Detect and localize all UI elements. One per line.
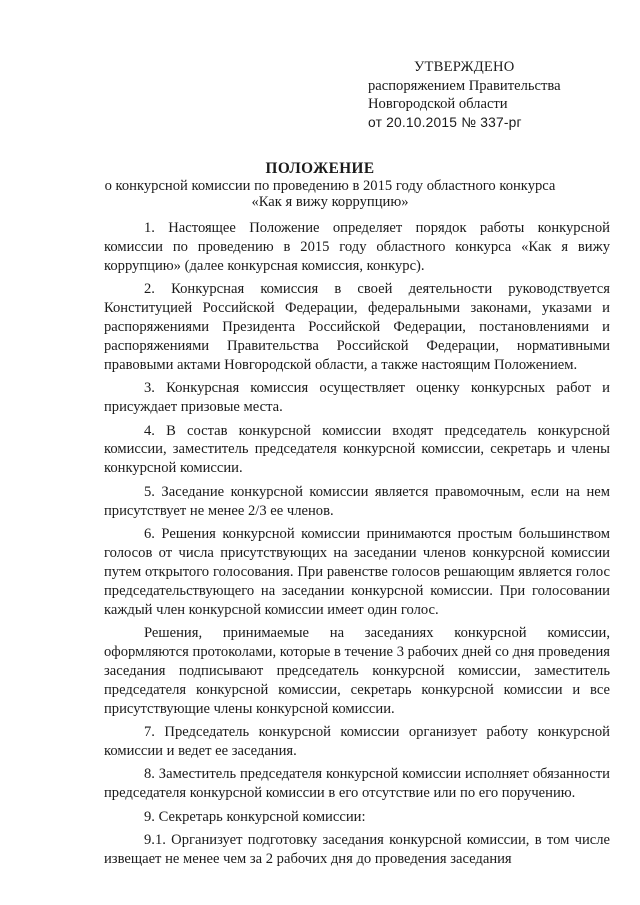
paragraph-9: 9. Секретарь конкурсной комиссии: (144, 808, 366, 825)
paragraph-2: 2. Конкурсная комиссия в своей деятельности руководствуется Конституцией Российской Федерации, федеральными законами, указами и распоряжениями Президента Российской Федерации, постановлениями и распоряжениями Правительства Российской Федерации, нормативными правовыми актами Новгородской области, а также настоящим Положением. (104, 281, 610, 373)
approval-stamp (368, 58, 628, 132)
document-subtitle-line-2: «Как я вижу коррупцию» (251, 194, 409, 210)
approval-title: УТВЕРЖДЕНО (414, 59, 515, 75)
document-body (104, 219, 610, 874)
approval-line-1: распоряжением Правительства (368, 77, 561, 94)
paragraph-7: 7. Председатель конкурсной комиссии организует работу конкурсной комиссии и ведет ее заседания. (104, 724, 610, 760)
paragraph-8: 8. Заместитель председателя конкурсной комиссии исполняет обязанности председателя конкурсной комиссии в его отсутствие или по его поручению. (104, 766, 610, 802)
document-title: ПОЛОЖЕНИЕ (265, 160, 375, 177)
paragraph-5: 5. Заседание конкурсной комиссии является правомочным, если на нем присутствует не менее 2/3 ее членов. (104, 483, 610, 519)
document-subtitle-line-1: о конкурсной комиссии по проведению в 2015 году областного конкурса (104, 178, 556, 194)
document-subtitle (40, 178, 620, 210)
approval-date: от 20.10.2015 № 337-рг (368, 114, 522, 130)
paragraph-6: 6. Решения конкурсной комиссии принимаются простым большинством голосов от числа присутствующих на заседании членов конкурсной комиссии путем открытого голосования. При равенстве голосов решающим является голос председательствующего на заседании конкурсной комиссии. При голосовании каждый член конкурсной комиссии имеет один голос. (104, 526, 610, 618)
paragraph-1: 1. Настоящее Положение определяет порядок работы конкурсной комиссии по проведению в 2015 году областного конкурса «Как я вижу коррупцию» (далее конкурсная комиссия, конкурс). (104, 220, 610, 274)
paragraph-6-continuation: Решения, принимаемые на заседаниях конкурсной комиссии, оформляются протоколами, которые в течение 3 рабочих дней со дня проведения заседания подписывают председатель конкурсной комиссии, заместитель председателя конкурсной комиссии, секретарь конкурсной комиссии и все присутствующие члены конкурсной комиссии. (104, 625, 610, 717)
approval-line-2: Новгородской области (368, 96, 508, 112)
paragraph-9-1: 9.1. Организует подготовку заседания конкурсной комиссии, в том числе извещает не менее чем за 2 рабочих дня до проведения заседания (104, 832, 610, 868)
paragraph-4: 4. В состав конкурсной комиссии входят председатель конкурсной комиссии, заместитель председателя конкурсной комиссии, секретарь и члены конкурсной комиссии. (104, 422, 610, 477)
paragraph-3: 3. Конкурсная комиссия осуществляет оценку конкурсных работ и присуждает призовые места. (104, 380, 610, 416)
